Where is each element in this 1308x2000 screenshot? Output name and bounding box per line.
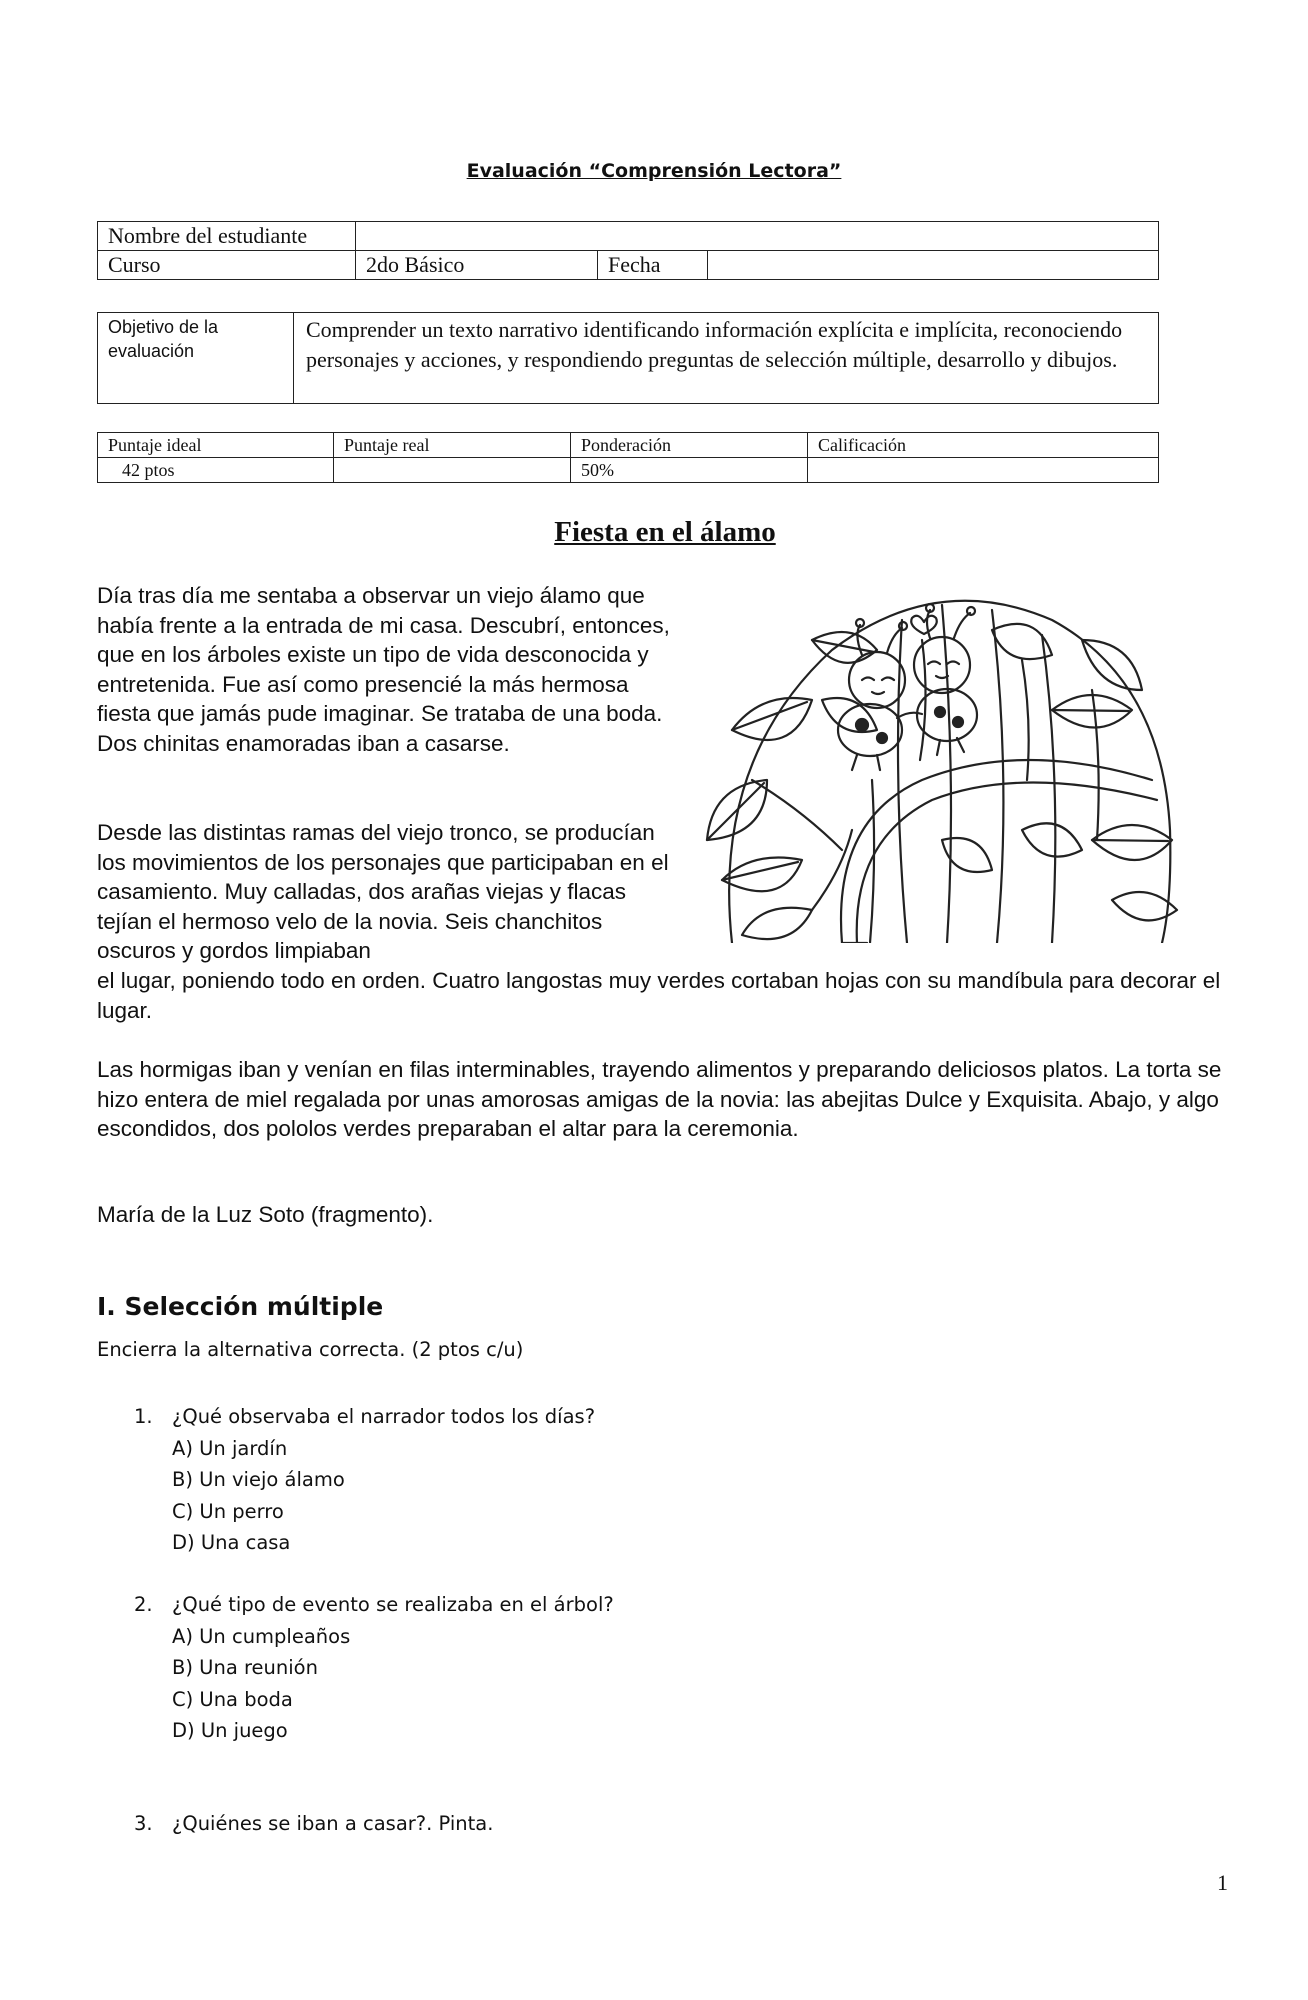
document-title: Evaluación “Comprensión Lectora” xyxy=(466,160,842,182)
story-paragraph-1: Día tras día me sentaba a observar un viejo álamo que había frente a la entrada de mi casa. Descubrí, entonces, que en los árboles existe un tipo de vida desconocida y entretenida. Fue así como presencié la más hermosa fiesta que jamás pude imaginar. Se trataba de una boda. Dos chinitas enamoradas iban a casarse. xyxy=(97,583,670,756)
objective-table xyxy=(97,312,1159,404)
student-name-label: Nombre del estudiante xyxy=(98,222,356,251)
question-3 xyxy=(134,1808,493,1840)
student-name-field[interactable] xyxy=(356,222,1159,251)
ladybug-wedding-tree-illustration xyxy=(692,580,1182,943)
score-real-field[interactable] xyxy=(334,458,571,483)
question-number: 3. xyxy=(134,1812,153,1835)
option-d[interactable]: D) Una casa xyxy=(172,1531,291,1554)
date-label: Fecha xyxy=(598,251,708,280)
section-instruction: Encierra la alternativa correcta. (2 ptos c/u) xyxy=(97,1338,524,1361)
option-b[interactable]: B) Una reunión xyxy=(172,1656,318,1679)
score-header-row xyxy=(98,433,1159,458)
story-paragraph-2-bottom: el lugar, poniendo todo en orden. Cuatro langostas muy verdes cortaban hojas con su mandíbula para decorar el lugar. xyxy=(97,968,1221,1023)
option-a[interactable]: A) Un cumpleaños xyxy=(172,1624,351,1648)
student-info-table xyxy=(97,221,1159,280)
score-table xyxy=(97,432,1159,483)
score-header-grade: Calificación xyxy=(808,433,1159,458)
page-number: 1 xyxy=(1217,1870,1228,1895)
story-author: María de la Luz Soto (fragmento). xyxy=(97,1202,434,1227)
question-number: 1. xyxy=(134,1405,153,1428)
objective-label: Objetivo de la evaluación xyxy=(98,313,294,404)
student-name-row xyxy=(98,222,1159,251)
date-field[interactable] xyxy=(708,251,1159,280)
course-label: Curso xyxy=(98,251,356,280)
story-title: Fiesta en el álamo xyxy=(554,516,776,548)
score-header-ideal: Puntaje ideal xyxy=(98,433,334,458)
question-text: ¿Qué observaba el narrador todos los días? xyxy=(172,1405,596,1428)
story-paragraph-2-top: Desde las distintas ramas del viejo tronco, se producían los movimientos de los personajes que participaban en el casamiento. Muy calladas, dos arañas viejas y flacas tejían el hermoso velo de la novia. Seis chanchitos oscuros y gordos limpiaban xyxy=(97,820,669,963)
score-value-row xyxy=(98,458,1159,483)
objective-text: Comprender un texto narrativo identificando información explícita e implícita, reconociendo personajes y acciones, y respondiendo preguntas de selección múltiple, desarrollo y dibujos. xyxy=(294,313,1159,404)
question-text: ¿Qué tipo de evento se realizaba en el árbol? xyxy=(172,1593,614,1616)
question-2 xyxy=(134,1589,614,1747)
option-b[interactable]: B) Un viejo álamo xyxy=(172,1468,345,1491)
score-header-weight: Ponderación xyxy=(571,433,808,458)
section-heading: I. Selección múltiple xyxy=(97,1292,384,1321)
option-c[interactable]: C) Una boda xyxy=(172,1687,293,1711)
course-row xyxy=(98,251,1159,280)
course-value: 2do Básico xyxy=(356,251,598,280)
option-d[interactable]: D) Un juego xyxy=(172,1719,288,1742)
question-number: 2. xyxy=(134,1593,153,1616)
score-weight-value: 50% xyxy=(571,458,808,483)
option-c[interactable]: C) Un perro xyxy=(172,1499,284,1523)
score-ideal-value: 42 ptos xyxy=(98,458,334,483)
score-header-real: Puntaje real xyxy=(334,433,571,458)
score-grade-field[interactable] xyxy=(808,458,1159,483)
option-a[interactable]: A) Un jardín xyxy=(172,1436,288,1460)
question-1 xyxy=(134,1401,595,1559)
question-text: ¿Quiénes se iban a casar?. Pinta. xyxy=(172,1812,494,1835)
story-paragraph-3: Las hormigas iban y venían en filas interminables, trayendo alimentos y preparando deliciosos platos. La torta se hizo entera de miel regalada por unas amorosas amigas de la novia: las abejitas Dulce y Exquisita. Abajo, y algo escondidos, dos pololos verdes preparaban el altar para la ceremonia. xyxy=(97,1057,1222,1141)
